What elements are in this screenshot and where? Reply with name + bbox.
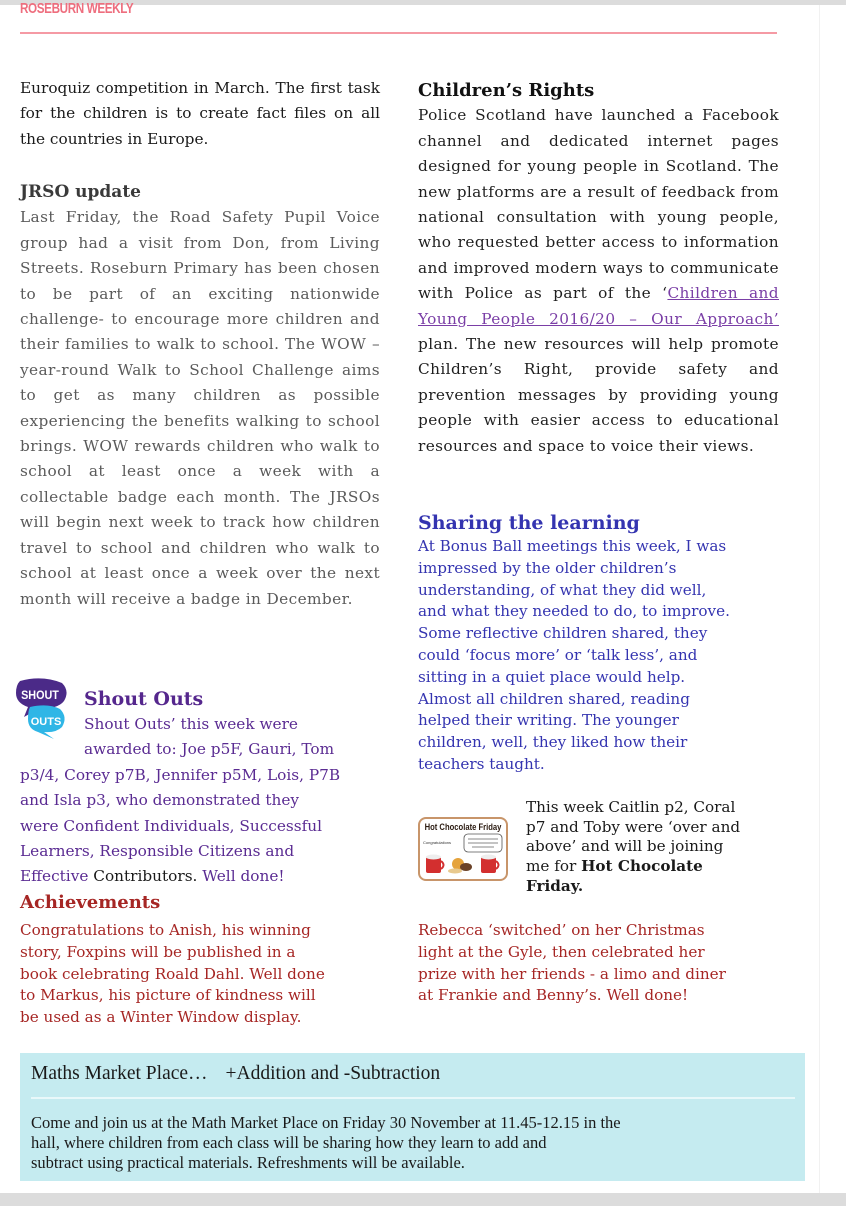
shout-line: Shout Outs’ this week were: [84, 715, 298, 733]
maths-market-title: [31, 1063, 458, 1085]
euroquiz-section: [20, 76, 380, 152]
childrens-rights-section: [418, 78, 779, 459]
hot-chocolate-image-title: Hot Chocolate Friday: [424, 821, 502, 833]
sharing-line: and what they needed to do, to improve.: [418, 602, 730, 621]
masthead-title: ROSEBURN WEEKLY: [20, 0, 134, 17]
sharing-line: Almost all children shared, reading: [418, 689, 690, 708]
achievements-line: be used as a Winter Window display.: [20, 1008, 302, 1027]
sharing-line: understanding, of what they did well,: [418, 580, 707, 599]
hot-chocolate-friday-image: [418, 817, 508, 881]
jrso-text: Last Friday, the Road Safety Pupil Voice group had a visit from Don, from Living Streets. Roseburn Primary has been chosen to be part of an exciting nationwide challenge- to encourage more children and their families to walk to school. The WOW – year-round Walk to School Challenge aims to get as many children as possible experiencing the benefits walking to school brings. WOW rewards children who walk to school at least once a week with a collectable badge each month. The JRSOs will begin next week to track how children travel to school and children who walk to school at least once a week over the next month will receive a badge in December.: [20, 208, 380, 608]
maths-market-line: hall, where children from each class will be sharing how they learn to add and: [31, 1133, 547, 1152]
masthead-rule: [20, 32, 777, 34]
achievements-section: [20, 890, 390, 1029]
maths-market-body: [31, 1113, 801, 1173]
achievements-line: book celebrating Roald Dahl. Well done: [20, 964, 325, 983]
shout-last-a: Effective: [20, 867, 94, 886]
sharing-line: teachers taught.: [418, 754, 545, 773]
shout-line: and Isla p3, who demonstrated they: [20, 791, 300, 810]
sharing-line: Some reflective children shared, they: [418, 624, 708, 643]
shout-outs-heading: Shout Outs: [84, 688, 204, 710]
jrso-heading: JRSO update: [20, 182, 141, 202]
shout-line: were Confident Individuals, Successful: [20, 816, 323, 835]
approach-plan-link[interactable]: Children and Young People 2016/20 – Our Approach’: [418, 284, 779, 328]
hot-chocolate-image-caption: Congratulations: [423, 840, 452, 845]
shout-line-last: [20, 864, 380, 889]
sharing-body: [418, 536, 788, 776]
sharing-line: impressed by the older children’s: [418, 558, 677, 577]
page-edge: [819, 5, 820, 1193]
sharing-line: children, well, they liked how their: [418, 733, 688, 752]
hot-chocolate-line: This week Caitlin p2, Coral: [526, 798, 736, 816]
achievements-line: to Markus, his picture of kindness will: [20, 986, 316, 1005]
sharing-line: helped their writing. The younger: [418, 711, 679, 730]
hot-chocolate-line: [526, 877, 786, 897]
euroquiz-text: Euroquiz competition in March. The first task for the children is to create fact files on all the countries in Europe.: [20, 79, 380, 148]
shout-line: p3/4, Corey p7B, Jennifer p5M, Lois, P7B: [20, 765, 341, 784]
hot-chocolate-line: [526, 857, 786, 877]
childrens-rights-text-after: plan. The new resources will help promote Children’s Right, provide safety and prevention messages by providing young people with easier access to educational resources and space to voice their views.: [418, 335, 779, 455]
rebecca-line: light at the Gyle, then celebrated her: [418, 942, 705, 961]
shout-last-c: Well done!: [197, 867, 285, 886]
shout-icon-bottom-text: OUTS: [30, 716, 62, 728]
sharing-heading: Sharing the learning: [418, 512, 640, 534]
jrso-section: [20, 180, 380, 612]
childrens-rights-text-before: Police Scotland have launched a Facebook channel and dedicated internet pages designed for young people in Scotland. The new platforms are a result of feedback from national consultation with young people, who requested better access to information and improved modern ways to communicate with Police as part of the ‘: [418, 106, 779, 303]
shout-outs-section: [20, 687, 380, 890]
shout-line: awarded to: Joe p5F, Gauri, Tom: [84, 740, 335, 759]
shout-icon-top-text: SHOUT: [21, 689, 59, 703]
maths-market-line: subtract using practical materials. Refreshments will be available.: [31, 1153, 465, 1172]
achievements-line: story, Foxpins will be published in a: [20, 942, 296, 961]
childrens-rights-text: [418, 103, 779, 459]
maths-market-title-b: +Addition and -Subtraction: [225, 1063, 441, 1084]
achievements-body: [20, 920, 390, 1029]
sharing-line: At Bonus Ball meetings this week, I was: [418, 537, 727, 555]
sharing-line: could ‘focus more’ or ‘talk less’, and: [418, 645, 698, 664]
childrens-rights-heading: Children’s Rights: [418, 80, 595, 101]
shout-line: Learners, Responsible Citizens and: [20, 842, 295, 861]
shout-last-b: Contributors.: [93, 867, 198, 886]
maths-market-box: [20, 1053, 805, 1181]
achievements-heading: Achievements: [20, 892, 161, 913]
maths-market-title-a: Maths Market Place…: [31, 1063, 208, 1084]
rebecca-line: Rebecca ‘switched’ on her Christmas: [418, 921, 705, 939]
achievements-line: Congratulations to Anish, his winning: [20, 921, 311, 939]
hot-chocolate-line: p7 and Toby were ‘over and: [526, 817, 741, 836]
hot-chocolate-line: above’ and will be joining: [526, 837, 724, 856]
hot-chocolate-bold: Friday.: [526, 876, 584, 895]
rebecca-line: prize with her friends - a limo and diner: [418, 964, 726, 983]
sharing-learning-section: [418, 510, 788, 776]
hot-chocolate-bold: Hot Chocolate: [581, 857, 703, 876]
rebecca-line: at Frankie and Benny’s. Well done!: [418, 986, 689, 1005]
sharing-line: sitting in a quiet place would help.: [418, 667, 686, 686]
rebecca-section: [418, 920, 798, 1007]
hot-chocolate-prefix: me for: [526, 857, 582, 876]
hot-chocolate-text: [526, 798, 786, 897]
maths-market-line: Come and join us at the Math Market Place on Friday 30 November at 11.45-12.15 in the: [31, 1113, 621, 1132]
maths-market-divider: [31, 1097, 795, 1099]
